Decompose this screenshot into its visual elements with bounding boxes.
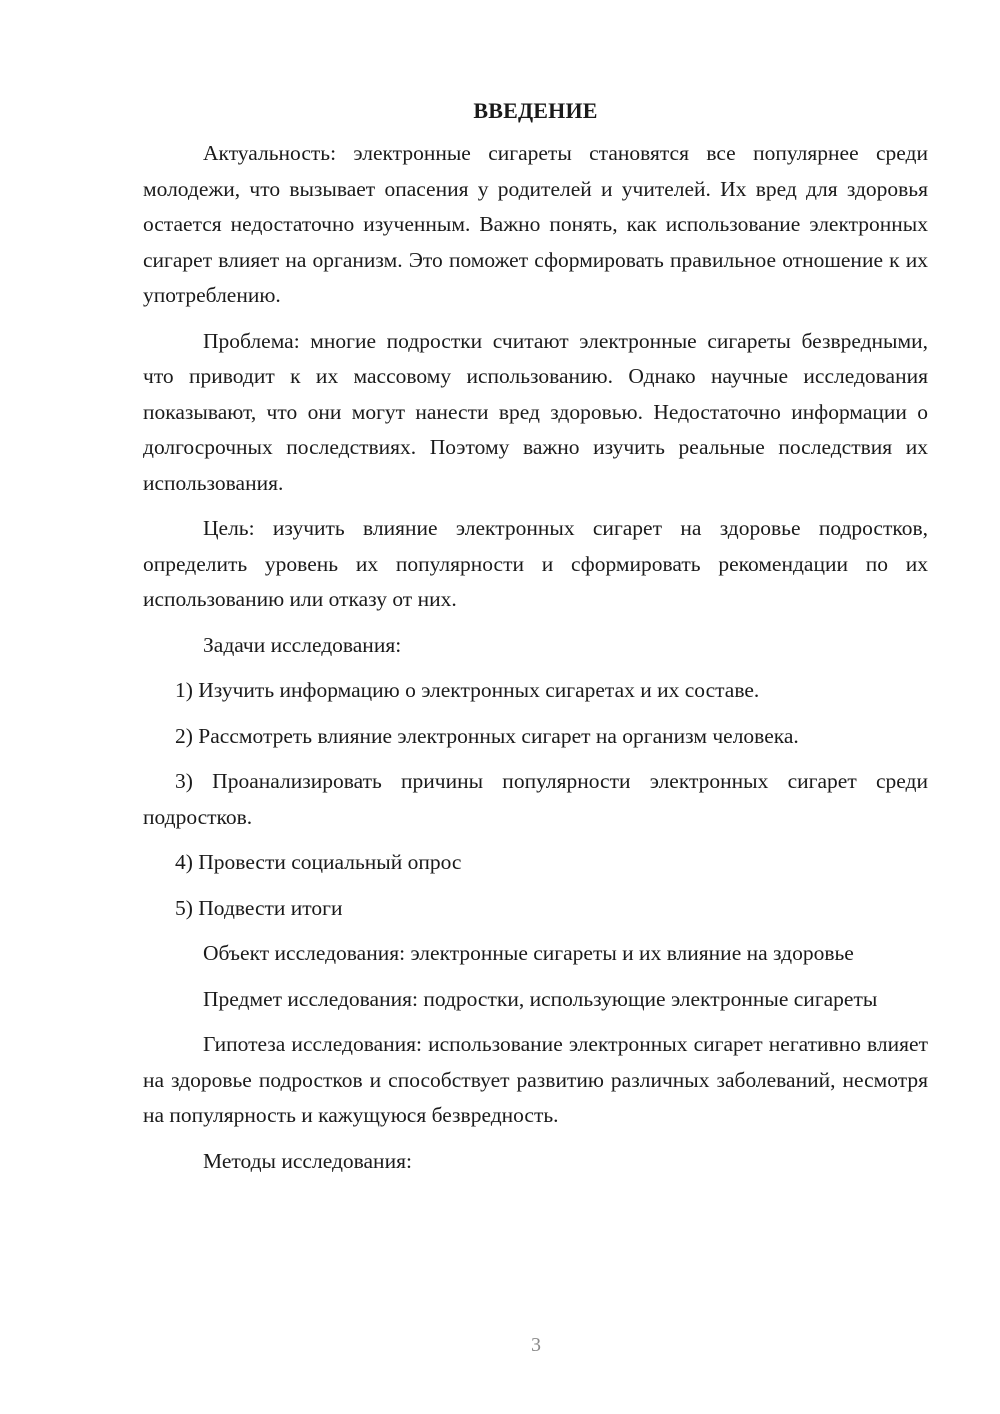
task-item-1: 1) Изучить информацию о электронных сигаретах и их составе. [175,678,760,702]
goal-paragraph: Цель: изучить влияние электронных сигарет на здоровье подростков, определить уровень их популярности и сформировать рекомендации по их использованию или отказу от них. [143,516,928,611]
methods-title: Методы исследования: [203,1148,412,1173]
task-item-4: 4) Провести социальный опрос [175,850,462,874]
task-item-2: 2) Рассмотреть влияние электронных сигарет на организм человека. [175,723,799,748]
hypothesis-paragraph: Гипотеза исследования: использование электронных сигарет негативно влияет на здоровье подростков и способствует развитию различных заболеваний, несмотря на популярность и кажущуюся безвредность. [143,1032,928,1127]
object-paragraph: Объект исследования: электронные сигареты и их влияние на здоровье [203,941,854,965]
tasks-title: Задачи исследования: [203,632,402,657]
relevance-paragraph: Актуальность: электронные сигареты становятся все популярнее среди молодежи, что вызывает опасения у родителей и учителей. Их вред для здоровья остается недостаточно изученным. Важно понять, как использование электронных сигарет влияет на организм. Это поможет сформировать правильное отношение к их употреблению. [143,141,928,307]
task-item-5: 5) Подвести итоги [175,895,343,920]
page-number: 3 [531,1334,541,1356]
problem-paragraph: Проблема: многие подростки считают электронные сигареты безвредными, что приводит к их массовому использованию. Однако научные исследования показывают, что они могут нанести вред здоровью. Недостаточно информации о долгосрочных последствиях. Поэтому важно изучить реальные последствия их использования. [143,328,928,495]
subject-paragraph: Предмет исследования: подростки, использующие электронные сигареты [203,986,878,1011]
section-heading: ВВЕДЕНИЕ [473,98,598,123]
document-page [143,96,928,1189]
task-item-3: 3) Проанализировать причины популярности электронных сигарет среди подростков. [143,769,928,829]
